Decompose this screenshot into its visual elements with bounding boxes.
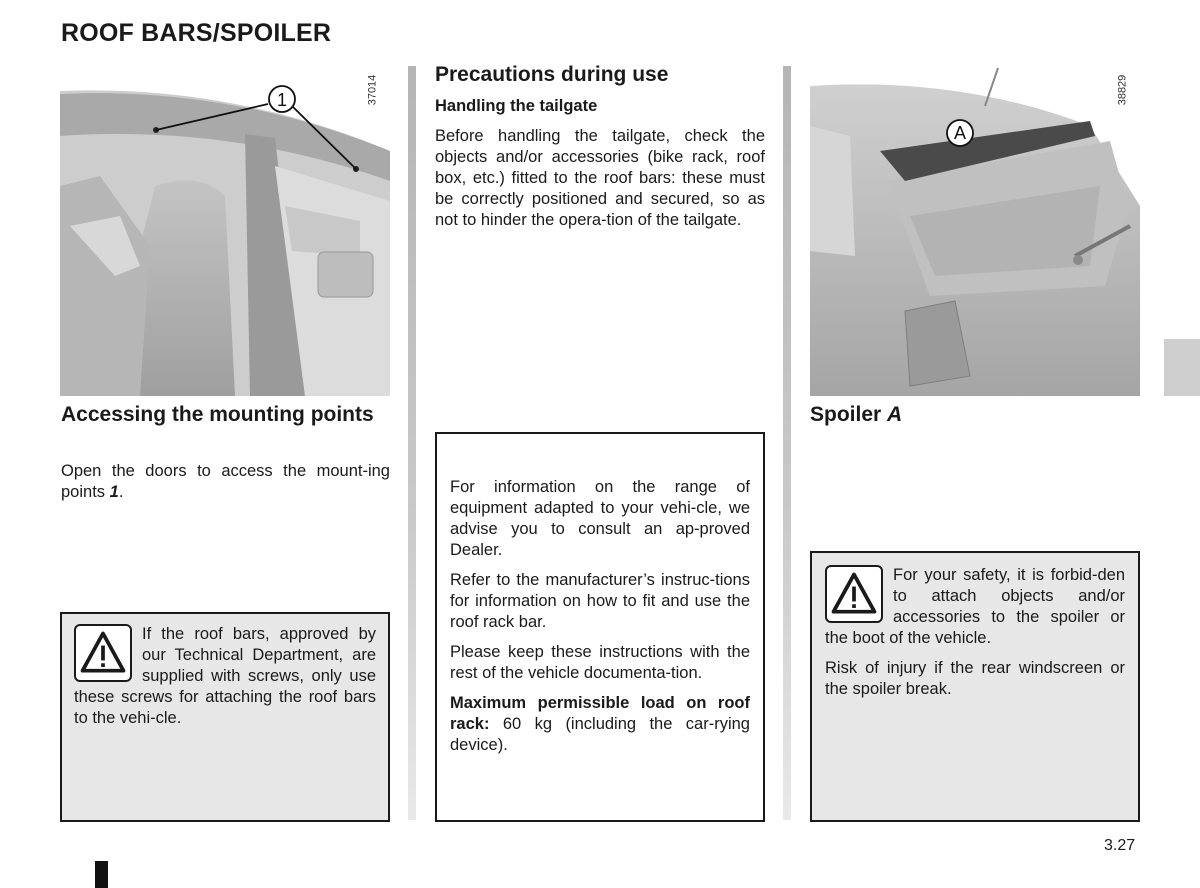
info-text: Please keep these instructions with the rest of the vehicle documenta-tion. [450, 643, 750, 682]
warning-triangle-icon [74, 624, 132, 682]
margin-marker [95, 861, 108, 888]
warning-box [810, 551, 1140, 822]
column-divider [783, 66, 791, 820]
warning-box [60, 612, 390, 822]
callout-label: 1 [276, 90, 288, 110]
warning-text: For your safety, it is forbid-den to attach objects and/or accessories to the spoiler or the boot of the vehicle. [825, 566, 1125, 647]
section-heading: Precautions during use [435, 63, 669, 86]
sub-heading: Handling the tailgate [435, 97, 598, 115]
callout-label: A [953, 123, 967, 143]
body-text: Open the doors to access the mount-ing points 1. [61, 462, 390, 501]
warning-text: If the roof bars, approved by our Technical Department, are supplied with screws, only use these screws for attaching the roof bars to the vehi-cle. [74, 625, 376, 727]
chapter-tab [1164, 339, 1200, 396]
info-box [435, 432, 765, 822]
warning-triangle-icon [825, 565, 883, 623]
info-text: Maximum permissible load on roof rack: 60 kg (including the car-rying device). [450, 694, 750, 754]
section-heading: Accessing the mounting points [61, 403, 374, 426]
page-number: 3.27 [1104, 837, 1136, 854]
warning-text: Risk of injury if the rear windscreen or the spoiler break. [825, 659, 1125, 698]
body-text: Before handling the tailgate, check the objects and/or accessories (bike rack, roof box, etc.) fitted to the roof bars: these must be correctly positioned and secured, so as not to hinder the opera-tion of the tailgate. [435, 127, 765, 229]
car-rear-spoiler-illustration [810, 66, 1140, 396]
section-heading: Spoiler A [810, 403, 903, 426]
page-title: ROOF BARS/SPOILER [61, 19, 332, 47]
car-interior-illustration [60, 66, 390, 396]
info-text: For information on the range of equipment adapted to your vehi-cle, we advise you to consult an ap-proved Dealer. [450, 478, 750, 559]
info-text: Refer to the manufacturer’s instruc-tions for information on how to fit and use the roof rack bar. [450, 571, 750, 631]
figure-reference: 37014 [366, 74, 379, 106]
figure-reference: 38829 [1116, 74, 1129, 106]
column-divider [408, 66, 416, 820]
